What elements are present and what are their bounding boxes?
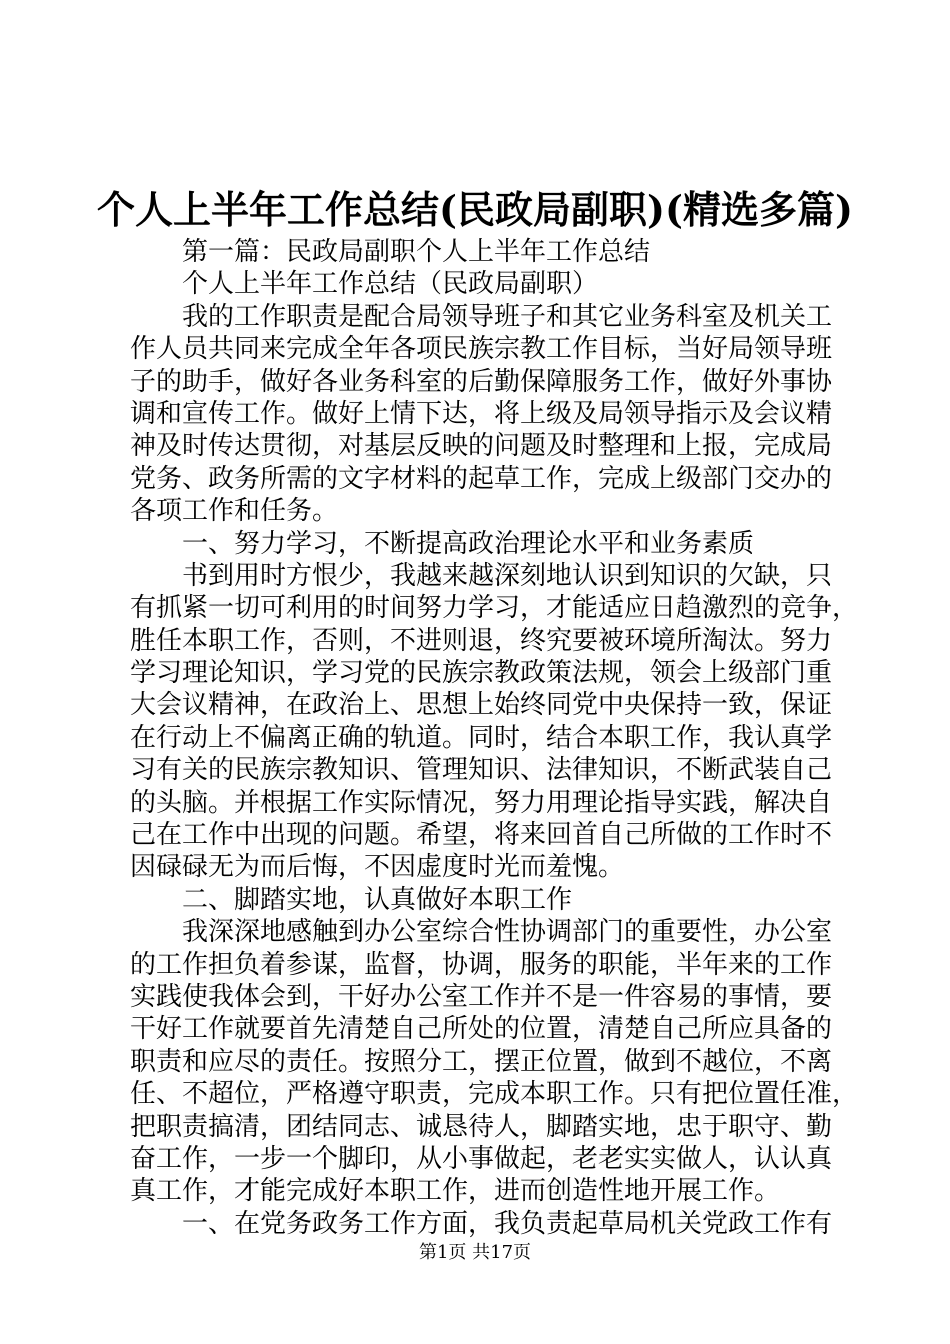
paragraph-line: 奋工作，一步一个脚印，从小事做起，老老实实做人，认认真 [130, 1143, 833, 1174]
section-heading: 一、努力学习，不断提高政治理论水平和业务素质 [182, 528, 755, 559]
paragraph-line: 在行动上不偏离正确的轨道。同时，结合本职工作，我认真学 [130, 722, 833, 753]
paragraph-line: 我的工作职责是配合局领导班子和其它业务科室及机关工 [182, 301, 833, 332]
paragraph-line: 职责和应尽的责任。按照分工，摆正位置，做到不越位，不离 [130, 1046, 833, 1077]
paragraph-line: 调和宣传工作。做好上情下达，将上级及局领导指示及会议精 [130, 398, 833, 429]
paragraph-line: 党务、政务所需的文字材料的起草工作，完成上级部门交办的 [130, 463, 833, 494]
paragraph-line: 因碌碌无为而后悔，不因虚度时光而羞愧。 [130, 852, 625, 883]
paragraph-line: 任、不超位，严格遵守职责，完成本职工作。只有把位置任准， [130, 1079, 859, 1110]
paragraph-line: 作人员共同来完成全年各项民族宗教工作目标，当好局领导班 [130, 334, 833, 365]
paragraph-line: 胜任本职工作，否则，不进则退，终究要被环境所淘汰。努力 [130, 625, 833, 656]
paragraph-line: 实践使我体会到，干好办公室工作并不是一件容易的事情，要 [130, 981, 833, 1012]
paragraph-line: 的头脑。并根据工作实际情况，努力用理论指导实践，解决自 [130, 787, 833, 818]
document-title: 个人上半年工作总结(民政局副职)(精选多篇) [97, 187, 853, 232]
paragraph-line: 大会议精神，在政治上、思想上始终同党中央保持一致，保证 [130, 690, 833, 721]
section-heading: 二、脚踏实地，认真做好本职工作 [182, 884, 573, 915]
paragraph-line: 真工作，才能完成好本职工作，进而创造性地开展工作。 [130, 1176, 781, 1207]
paragraph-line: 我深深地感触到办公室综合性协调部门的重要性，办公室 [182, 917, 833, 948]
paragraph-line: 的工作担负着参谋，监督，协调，服务的职能，半年来的工作 [130, 949, 833, 980]
paragraph-line: 神及时传达贯彻，对基层反映的问题及时整理和上报，完成局 [130, 431, 833, 462]
paragraph-line: 各项工作和任务。 [130, 496, 339, 527]
section-heading: 第一篇：民政局副职个人上半年工作总结 [182, 237, 651, 267]
document-body [130, 236, 859, 1240]
paragraph-line: 把职责搞清，团结同志、诚恳待人，脚踏实地，忠于职守、勤 [130, 1111, 833, 1142]
paragraph-line: 一、在党务政务工作方面，我负责起草局机关党政工作有 [182, 1208, 833, 1239]
paragraph-line: 有抓紧一切可利用的时间努力学习，才能适应日趋激烈的竞争， [130, 593, 859, 624]
paragraph-line: 己在工作中出现的问题。希望，将来回首自己所做的工作时不 [130, 820, 833, 851]
paragraph-line: 干好工作就要首先清楚自己所处的位置，清楚自己所应具备的 [130, 1014, 833, 1045]
paragraph-line: 子的助手，做好各业务科室的后勤保障服务工作，做好外事协 [130, 366, 833, 397]
subtitle-line: 个人上半年工作总结（民政局副职） [182, 269, 599, 300]
page-footer: 第1页 共17页 [418, 1242, 532, 1263]
paragraph-line: 书到用时方恨少，我越来越深刻地认识到知识的欠缺，只 [182, 560, 833, 591]
paragraph-line: 学习理论知识，学习党的民族宗教政策法规，领会上级部门重 [130, 658, 833, 689]
paragraph-line: 习有关的民族宗教知识、管理知识、法律知识，不断武装自己 [130, 755, 833, 786]
